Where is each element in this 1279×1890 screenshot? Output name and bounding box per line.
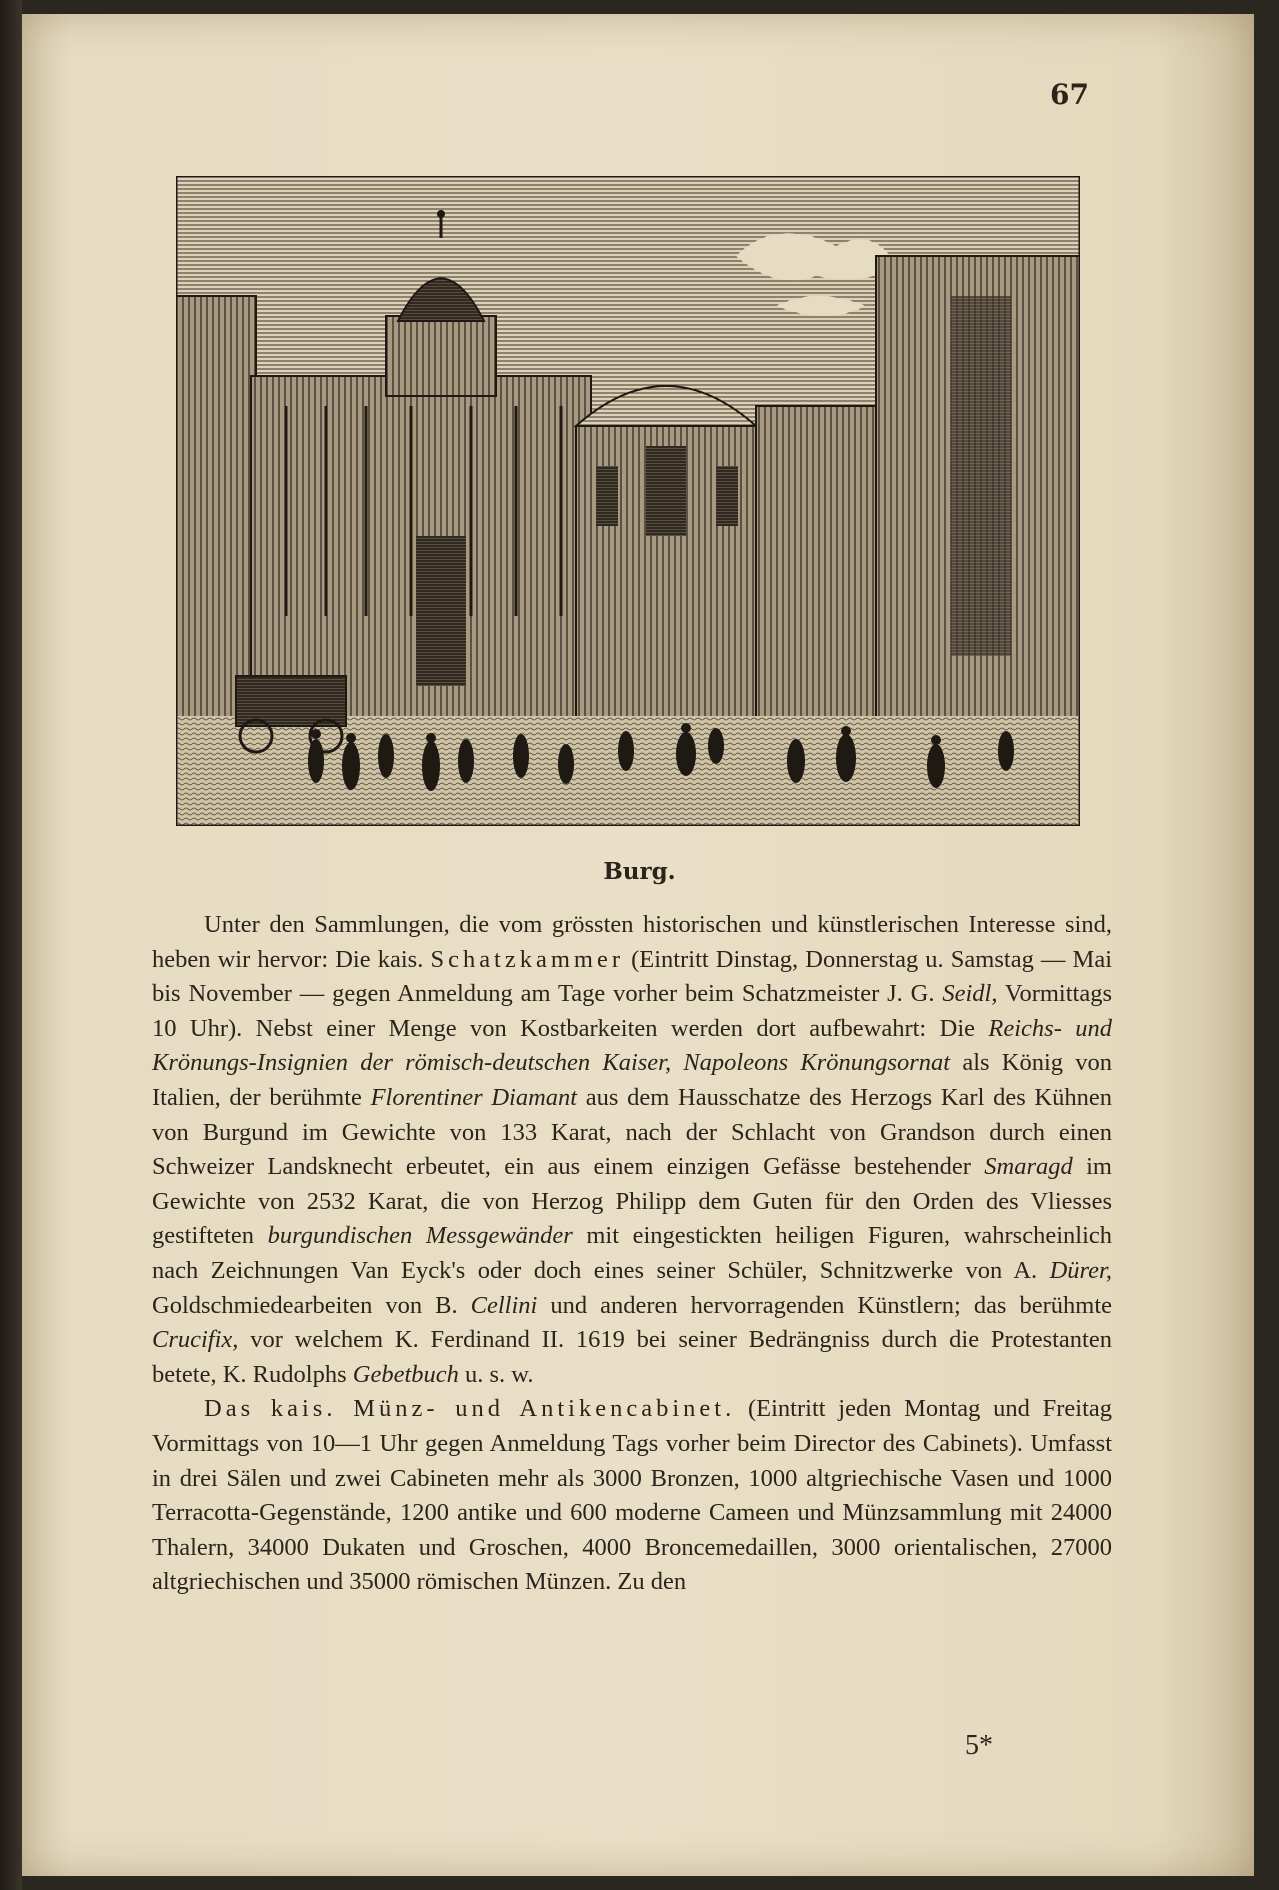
italic-run: Gebetbuch <box>352 1360 459 1388</box>
text-run: vor welchem K. Ferdinand II. 1619 bei seiner Bedrängniss durch die Protestanten betete, K. Rudolphs <box>152 1326 1112 1388</box>
italic-run: Smaragd <box>984 1153 1073 1181</box>
text-run: Vormittags 10 Uhr). Nebst einer Menge von Kostbarkeiten werden dort aufbewahrt: Die <box>152 980 1112 1042</box>
paragraph-muenzcabinet <box>152 1392 1112 1600</box>
italic-run: Reichs- und Krönungs-Insignien der römisch-deutschen Kaiser, Napoleons Krönungsornat <box>152 1014 1112 1077</box>
text-run: als König von Italien, der berühmte <box>152 1049 1112 1111</box>
text-run: Goldschmiedearbeiten von B. <box>152 1291 471 1319</box>
text-run: aus dem Hausschatze des Herzogs Karl des Kühnen von Burgund im Gewichte von 133 Karat, nach der Schlacht von Grandson durch einen Schweizer Landsknecht erbeutet, ein aus einem einzigen Gefässe bestehender <box>152 1083 1112 1181</box>
text-run: (Eintritt jeden Montag und Freitag Vormittags von 10—1 Uhr gegen Anmeldung Tags vorher beim Director des Cabinets). Umfasst in drei Sälen und zwei Cabineten mehr als 3000 Bronzen, 1000 altgriechische Vasen und 1000 Terracotta-Gegenstände, 1200 antike und 600 moderne Cameen und Münzsammlung mit 24000 Thalern, 34000 Dukaten und Groschen, 4000 Broncemedaillen, 3000 orientalischen, 27000 altgriechischen und 35000 römischen Münzen. Zu den <box>152 1395 1112 1596</box>
body-text <box>152 908 1112 1600</box>
text-run: (Eintritt Dinstag, Donnerstag u. Samstag — Mai bis November — gegen Anmeldung am Tage vorher beim Schatzmeister J. G. <box>152 945 1113 1008</box>
italic-run: Cellini <box>470 1291 538 1319</box>
paragraph-schatzkammer <box>152 908 1112 1392</box>
text-run: im Gewichte von 2532 Karat, die von Herzog Philipp dem Guten für den Orden des Vliesses gestifteten <box>152 1153 1112 1250</box>
illustration-caption: Burg. <box>603 858 676 885</box>
text-run: Unter den Sammlungen, die vom grössten historischen und künstlerischen Interesse sind, heben wir hervor: Die kais. <box>152 911 1112 973</box>
text-run: u. s. w. <box>458 1360 534 1388</box>
italic-run: burgundischen Messgewänder <box>267 1222 573 1250</box>
text-run: mit eingestickten heiligen Figuren, wahrscheinlich nach Zeichnungen Van Eyck's oder doch eines seiner Schüler, Schnitzwerke von A. <box>152 1222 1113 1284</box>
text-run: und anderen hervorragenden Künstlern; das berühmte <box>537 1291 1112 1319</box>
italic-run: Seidl, <box>942 980 998 1008</box>
italic-run: Dürer, <box>1049 1256 1112 1284</box>
spaced-run: Schatzkammer <box>430 945 625 973</box>
page-number: 67 <box>1050 78 1089 111</box>
spaced-run: Das kais. Münz- und Antikencabinet. <box>204 1395 736 1423</box>
italic-run: Crucifix, <box>152 1326 239 1354</box>
italic-run: Florentiner Diamant <box>370 1083 578 1111</box>
signature-mark: 5* <box>965 1730 993 1761</box>
book-spine <box>0 0 22 1890</box>
burg-engraving-illustration <box>176 176 1080 826</box>
